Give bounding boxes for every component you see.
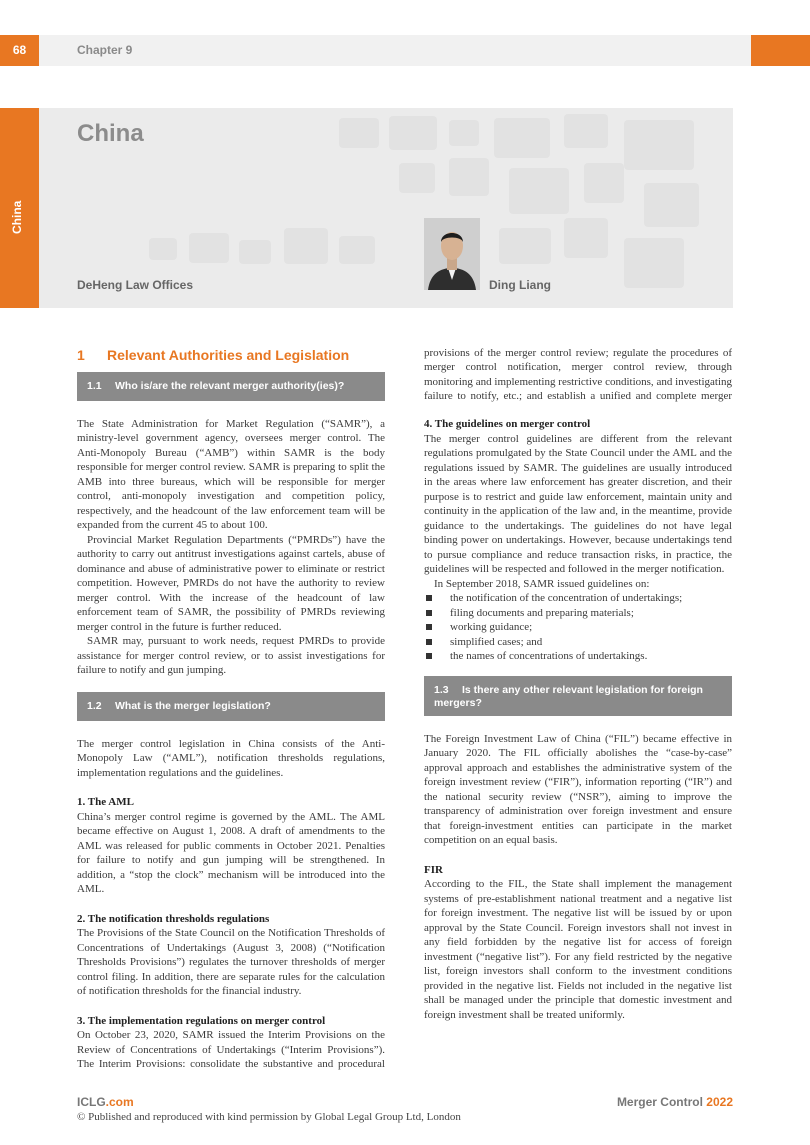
paragraph: China’s merger control regime is governed by the AML. The AML became effective on August 1, 2008. A draft of amendments to the AML was released for public comments in October 2021. Penalties for failure to notify and gun jumping will be strengthened. In addition, a “stop the clock” mechanism will be introduced into the AML. (77, 810, 385, 895)
decor-square (399, 163, 435, 193)
spacer (424, 403, 732, 411)
decor-square (149, 238, 177, 260)
decor-square (509, 168, 569, 214)
country-title: China (77, 120, 144, 147)
right-column (424, 345, 732, 1022)
spacer (77, 897, 385, 906)
footer-copyright: © Published and reproduced with kind permission by Global Legal Group Ltd, London (77, 1111, 461, 1123)
list-item: the names of concentrations of undertakings. (424, 649, 732, 664)
footer-site[interactable] (77, 1095, 134, 1109)
decor-square (644, 183, 699, 227)
footer-publication-title: Merger Control (616, 1095, 703, 1109)
spacer (77, 780, 385, 789)
side-tab (0, 108, 39, 308)
author-portrait-icon (424, 218, 480, 290)
question-title-line2: mergers? (434, 696, 482, 709)
chapter-header (39, 108, 733, 308)
paragraph: The Provisions of the State Council on the Notification Thresholds of Concentrations of Undertakings (August 3, 2008) (“Notification Thresholds Provisions”) regulates the turnover thresholds of merger control filing. In addition, there are separate rules for the calculation of notification thresholds for the financial industry. (77, 927, 385, 997)
chapter-label: Chapter 9 (77, 43, 133, 57)
decor-square (499, 228, 551, 264)
footer-site-main: ICLG (77, 1095, 106, 1109)
question-title: Is there any other relevant legislation for foreign (462, 683, 703, 696)
decor-square (339, 118, 379, 148)
decor-square (584, 163, 624, 203)
continued-paragraph-text: provisions of the merger control review; regulate the procedures of merger control notification, merger control review, through monitoring and implementing restrictive conditions, and investigating failure to notify, etc.; and establish a unified and complete merger (424, 346, 732, 402)
subheading: 3. The implementation regulations on merger control (77, 1014, 326, 1027)
section-number: 1 (77, 347, 85, 363)
decor-square (449, 120, 479, 146)
decor-square (189, 233, 229, 263)
section-heading (77, 348, 385, 363)
side-tab-label: China (10, 200, 24, 234)
spacer (424, 664, 732, 676)
guidelines-list (424, 591, 732, 664)
question-bar (77, 692, 385, 721)
question-title: What is the merger legislation? (115, 699, 271, 712)
paragraph: On October 23, 2020, SAMR issued the Interim Provisions on the Review of Concentrations of Undertakings (“Interim Provisions”). The Interim Provisions: consolidate the substantive and procedural (77, 1029, 385, 1070)
question-bar (77, 372, 385, 401)
decor-square (284, 228, 328, 264)
decor-square (449, 158, 489, 196)
question-title: Who is/are the relevant merger authority(ies)? (115, 379, 345, 392)
paragraph: The merger control guidelines are different from the relevant regulations promulgated by the State Council under the AML and the regulations issued by SAMR. The guidelines are usually introduced in the areas where law enforcement has greater discretion, and their purpose is to restrict and guide law enforcement, maintain unity and continuity in the application of the law and, in the meantime, provide guidance to the undertakings. The guidelines do not have legal binding power on undertakings. However, because undertakings tend to pursue compliance and reduce transaction risks, in practice, the guidelines will be respected and followed in the merger notification. (424, 432, 732, 575)
author-name: Ding Liang (489, 278, 551, 292)
question-number: 1.2 (87, 699, 102, 712)
section-title: Relevant Authorities and Legislation (107, 347, 350, 363)
decor-square (564, 218, 608, 258)
decor-square (389, 116, 437, 150)
continued-paragraph (424, 345, 732, 403)
paragraph: The Foreign Investment Law of China (“FIL”) became effective in January 2020. The FIL officially abolishes the “case-by-case” approval approach and establishes the administrative system of the foreign investment review (“FIR”), information reporting (“IR”) and the national security review (“NSR”), aiming to improve the transparency of administration over foreign investment and ensure that foreign-investment entities can participate in the market competition on an equal basis. (424, 732, 732, 846)
spacer (77, 999, 385, 1008)
subheading: FIR (424, 863, 443, 876)
page-number: 68 (0, 35, 39, 66)
decor-square (624, 120, 694, 170)
footer-publication-year: 2022 (706, 1095, 733, 1109)
paragraph: SAMR may, pursuant to work needs, request PMRDs to provide assistance for merger control review, or to assist investigations for failure to notify and gun jumping. (77, 635, 385, 676)
top-accent-block (751, 35, 810, 66)
decor-square (624, 238, 684, 288)
paragraph: The State Administration for Market Regulation (“SAMR”), a ministry-level government agency, oversees merger control. The Anti-Monopoly Bureau (“AMB”) within SAMR is the body responsible for merger control review. SAMR is preparing to split the AMB into three bureaus, which will be responsible for merger control, anti-monopoly investigation and competition policy, respectively, and the headcount of the law enforcement team will be expanded from the current 45 to about 100. (77, 417, 385, 531)
list-item: working guidance; (424, 620, 732, 635)
decor-square (239, 240, 271, 264)
footer-publication (617, 1095, 733, 1109)
subheading: 4. The guidelines on merger control (424, 418, 591, 430)
spacer (424, 848, 732, 857)
paragraph: According to the FIL, the State shall implement the management systems of pre-establishment national treatment and a negative list for foreign investment. The negative list will be issued by or upon approval by the State Council. Foreign investors shall not invest in any field forbidden by the negative list for access of foreign investment (“negative list”). For any field restricted by the negative list, foreign investors shall conform to the investment conditions provided in the negative list. Fields not included in the negative list shall be managed under the principle that domestic investment and foreign investment shall be treated uniformly. (424, 878, 732, 1021)
subheading: 1. The AML (77, 796, 134, 808)
paragraph: The merger control legislation in China consists of the Anti-Monopoly Law (“AML”), notification thresholds regulations, implementation regulations and the guidelines. (77, 737, 385, 779)
decor-square (339, 236, 375, 264)
paragraph: Provincial Market Regulation Departments (“PMRDs”) have the authority to carry out antitrust investigations against cartels, abuse of dominance and abuse of administrative power to eliminate or restrict competition. However, PMRDs do not have the authority to review merger control. With the increase of the headcount of law enforcement team of SAMR, the possibility of PMRDs reviewing merger control in the future is further reduced. (77, 533, 385, 633)
firm-name: DeHeng Law Offices (77, 278, 194, 292)
paragraph: In September 2018, SAMR issued guidelines on: (434, 577, 650, 590)
list-item: the notification of the concentration of undertakings; (424, 591, 732, 606)
list-item: filing documents and preparing materials; (424, 606, 732, 621)
continued-paragraph-box (424, 345, 732, 403)
question-number: 1.1 (87, 379, 102, 392)
decor-square (564, 114, 608, 148)
list-item: simplified cases; and (424, 635, 732, 650)
left-column (77, 345, 385, 1071)
footer-site-suffix: .com (105, 1095, 134, 1109)
subheading: 2. The notification thresholds regulations (77, 912, 270, 925)
question-number: 1.3 (434, 683, 449, 696)
question-bar (424, 676, 732, 716)
decor-square (494, 118, 550, 158)
spacer (77, 678, 385, 692)
author-photo (424, 218, 480, 290)
